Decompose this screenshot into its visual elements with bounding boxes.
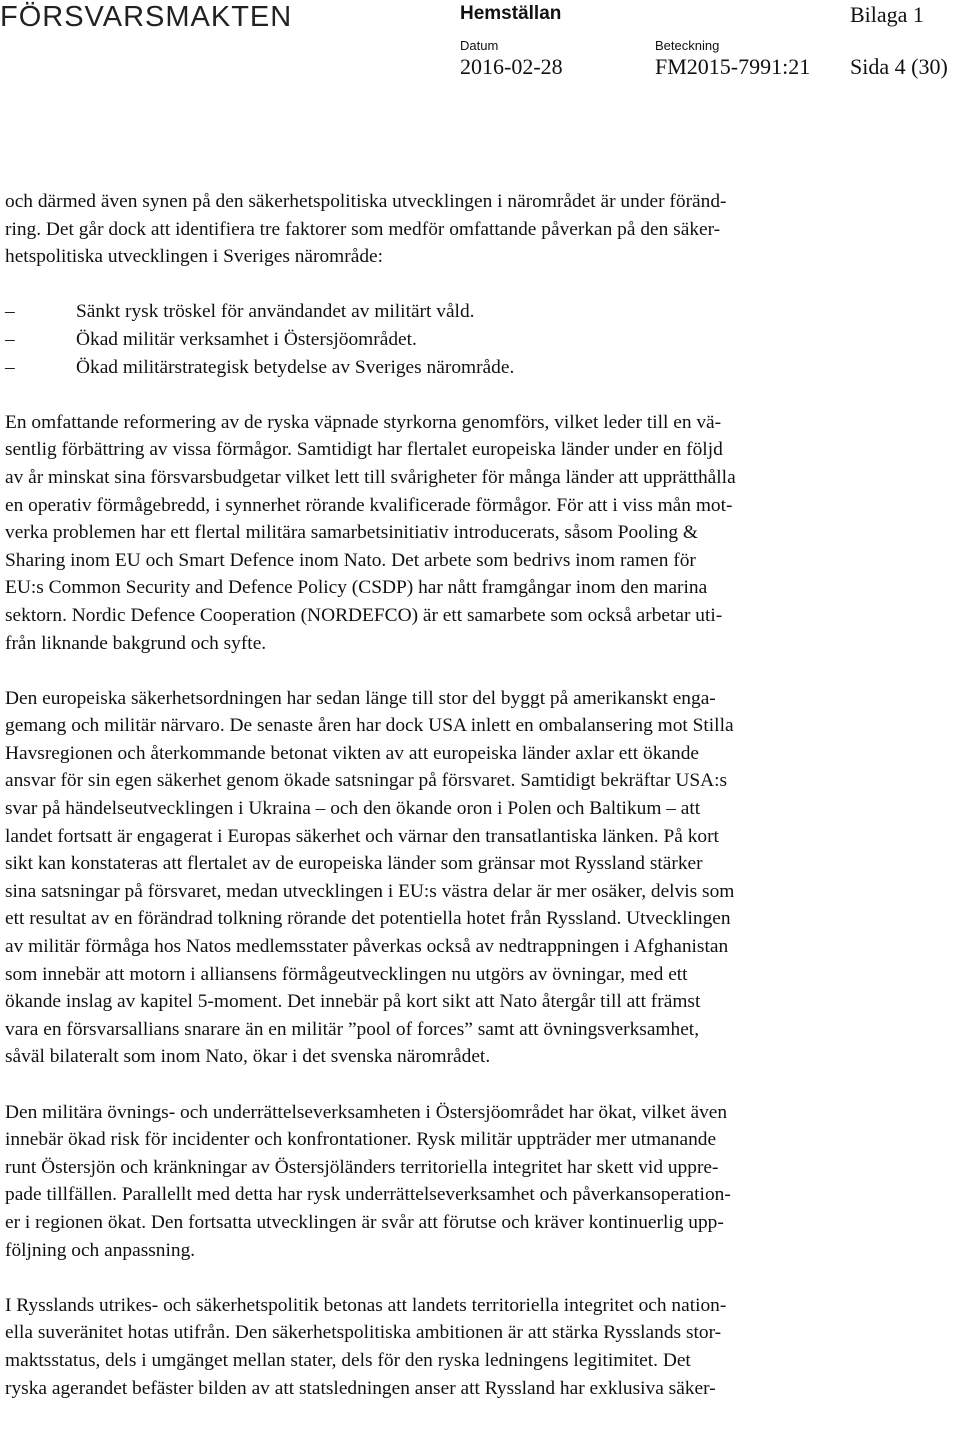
list-item-text: Ökad militärstrategisk betydelse av Sveriges närområde.	[76, 356, 515, 378]
text-line: Sharing inom EU och Smart Defence inom Nato. Det arbete som bedrivs inom ramen för	[5, 549, 696, 571]
list-item	[5, 326, 915, 354]
text-line: verka problemen har ett flertal militära samarbetsinitiativ introducerats, såsom Pooling &	[5, 522, 699, 544]
text-line: sina satsningar på försvaret, medan utvecklingen i EU:s västra delar är mer osäker, delvis som	[5, 880, 735, 902]
list-item-text: Sänkt rysk tröskel för användandet av militärt våld.	[76, 301, 475, 323]
text-line: pade tillfällen. Parallellt med detta har rysk underrättelseverksamhet och påverkansoperation-	[5, 1184, 731, 1206]
text-line: av militär förmåga hos Natos medlemsstater påverkas också av nedtrappningen i Afghanistan	[5, 936, 729, 958]
text-line: ett resultat av en förändrad tolkning rörande det potentiella hotet från Ryssland. Utvecklingen	[5, 908, 731, 930]
list-item-text: Ökad militär verksamhet i Östersjöområdet.	[76, 328, 417, 350]
text-line: gemang och militär närvaro. De senaste åren har dock USA inlett en ombalansering mot Stilla	[5, 715, 734, 737]
dash-bullet: –	[5, 356, 15, 378]
reference-label: Beteckning	[655, 38, 720, 53]
document-type: Hemställan	[460, 3, 562, 24]
text-line: EU:s Common Security and Defence Policy (CSDP) har nått framgångar inom den marina	[5, 577, 708, 599]
text-line: ella suveränitet hotas utifrån. Den säkerhetspolitiska ambitionen är att stärka Rysslands stor-	[5, 1322, 722, 1344]
text-line: innebär ökad risk för incidenter och konfrontationer. Rysk militär uppträder mer utmanande	[5, 1129, 717, 1151]
dash-bullet: –	[5, 328, 15, 350]
text-line: Havsregionen och återkommande betonat vikten av att europeiska länder axlar ett ökande	[5, 742, 700, 764]
text-line: ansvar för sin egen säkerhet genom ökade satsningar på försvaret. Samtidigt bekräftar USA:s	[5, 770, 728, 792]
document-body	[5, 188, 915, 1402]
intro-paragraph	[5, 188, 915, 271]
organization-logo: FÖRSVARSMAKTEN	[0, 1, 293, 33]
dash-bullet: –	[5, 301, 15, 323]
text-line: maktsstatus, dels i umgänget mellan stater, dels för den ryska ledningens legitimitet. Det	[5, 1349, 691, 1371]
text-line: hetspolitiska utvecklingen i Sveriges närområde:	[5, 246, 384, 268]
text-line: vara en försvarsallians snarare än en militär ”pool of forces” samt att övningsverksamhet,	[5, 1018, 700, 1040]
text-line: landet fortsatt är engagerat i Europas säkerhet och värnar den transatlantiska länken. På kort	[5, 825, 719, 847]
reform-paragraph	[5, 409, 915, 657]
text-line: ryska agerandet befäster bilden av att statsledningen anser att Ryssland har exklusiva säker-	[5, 1377, 716, 1399]
document-reference: FM2015-7991:21	[655, 54, 811, 79]
text-line: ökande inslag av kapitel 5-moment. Det innebär på kort sikt att Nato återgår till att främst	[5, 991, 701, 1013]
text-line: sektorn. Nordic Defence Cooperation (NORDEFCO) är ett samarbete som också arbetar uti-	[5, 604, 723, 626]
text-line: Den militära övnings- och underrättelseverksamheten i Östersjöområdet har ökat, vilket även	[5, 1101, 728, 1123]
factor-list	[5, 298, 915, 381]
list-item	[5, 298, 915, 326]
page-number: Sida 4 (30)	[850, 54, 948, 79]
list-item	[5, 354, 915, 382]
text-line: av år minskat sina försvarsbudgetar vilket lett till svårigheter för många länder att upprätthålla	[5, 466, 736, 488]
russia-policy-paragraph	[5, 1292, 915, 1402]
text-line: er i regionen ökat. Den fortsatta utvecklingen är svår att förutse och kräver kontinuerlig upp-	[5, 1211, 724, 1233]
date-label: Datum	[460, 38, 499, 53]
text-line: och därmed även synen på den säkerhetspolitiska utvecklingen i närområdet är under föränd-	[5, 191, 727, 212]
baltic-activity-paragraph	[5, 1099, 915, 1265]
text-line: svar på händelseutvecklingen i Ukraina – och den ökande oron i Polen och Baltikum – att	[5, 798, 701, 820]
text-line: sentlig förbättring av vissa förmågor. Samtidigt har flertalet europeiska länder under en följd	[5, 439, 723, 461]
text-line: runt Östersjön och kränkningar av Östersjöländers territoriella integritet har skett vid uppre-	[5, 1156, 719, 1178]
text-line: som innebär att motorn i alliansens förmågeutvecklingen nu utgörs av övningar, med ett	[5, 963, 688, 985]
security-order-paragraph	[5, 685, 915, 1071]
text-line: såväl bilateralt som inom Nato, ökar i det svenska närområdet.	[5, 1046, 491, 1068]
text-line: sikt kan konstateras att flertalet av de europeiska länder som gränsar mot Ryssland stärker	[5, 853, 703, 875]
text-line: En omfattande reformering av de ryska väpnade styrkorna genomförs, vilket leder till en vä-	[5, 411, 722, 433]
text-line: Den europeiska säkerhetsordningen har sedan länge till stor del byggt på amerikanskt enga-	[5, 687, 716, 709]
appendix-label: Bilaga 1	[850, 2, 924, 27]
text-line: följning och anpassning.	[5, 1239, 196, 1261]
text-line: från liknande bakgrund och syfte.	[5, 632, 267, 654]
text-line: ring. Det går dock att identifiera tre faktorer som medför omfattande påverkan på den säker-	[5, 218, 721, 240]
text-line: en operativ förmågebredd, i synnerhet rörande kvalificerade förmågor. För att i viss mån mot-	[5, 494, 733, 516]
text-line: I Rysslands utrikes- och säkerhetspolitik betonas att landets territoriella integritet och nation-	[5, 1294, 727, 1316]
document-date: 2016-02-28	[460, 54, 563, 79]
